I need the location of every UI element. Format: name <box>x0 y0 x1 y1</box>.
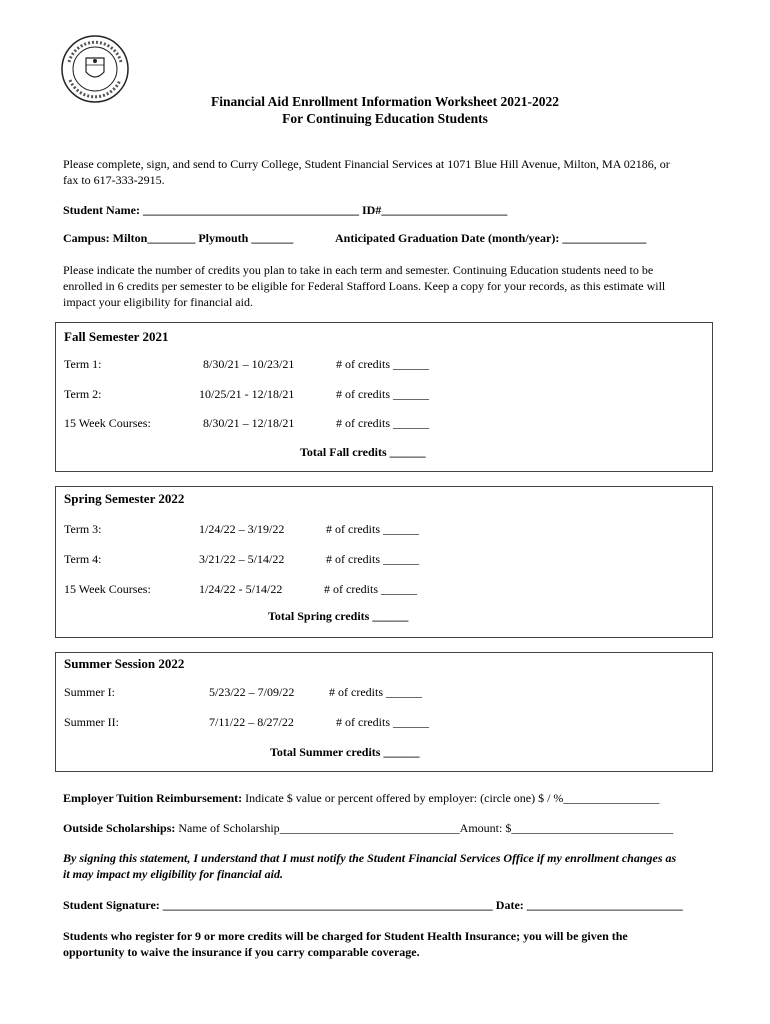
graduation-date-field[interactable]: Anticipated Graduation Date (month/year): ______________ <box>335 231 647 245</box>
scholarship-label: Outside Scholarships: <box>63 821 176 835</box>
signing-line: By signing this statement, I understand that I must notify the Student Financial Services Office if my enrollment changes as <box>63 851 677 865</box>
summer-total-credits[interactable]: Total Summer credits ______ <box>270 745 420 759</box>
page-title: Financial Aid Enrollment Information Worksheet 2021-2022 <box>211 94 559 109</box>
spring-term-label: Term 4: <box>64 552 102 566</box>
outside-scholarships-field[interactable] <box>63 821 673 836</box>
credits-instructions <box>63 262 713 310</box>
scholarship-text: Name of Scholarship______________________________Amount: $___________________________ <box>175 821 674 835</box>
fall-term-credits[interactable]: # of credits ______ <box>336 357 429 371</box>
fall-header: Fall Semester 2021 <box>64 329 169 344</box>
summer-header: Summer Session 2022 <box>64 656 185 671</box>
spring-total-credits[interactable]: Total Spring credits ______ <box>268 609 409 623</box>
spring-semester-box <box>55 486 713 638</box>
fall-term-dates: 10/25/21 - 12/18/21 <box>199 387 295 401</box>
fall-term-credits[interactable]: # of credits ______ <box>336 387 429 401</box>
spring-term-dates: 1/24/22 – 3/19/22 <box>199 522 285 536</box>
signing-statement <box>63 850 713 882</box>
signing-line: it may impact my eligibility for financial aid. <box>63 867 283 881</box>
summer-term-credits[interactable]: # of credits ______ <box>336 715 429 729</box>
spring-term-label: 15 Week Courses: <box>64 582 151 596</box>
intro-line: Please complete, sign, and send to Curry College, Student Financial Services at 1071 Blue Hill Avenue, Milton, MA 02186, or <box>63 157 670 171</box>
instructions-line: enrolled in 6 credits per semester to be eligible for Federal Stafford Loans. Keep a copy for your records, as this estimate will <box>63 279 666 293</box>
fall-semester-box <box>55 322 713 472</box>
intro-text <box>63 156 713 188</box>
employer-label: Employer Tuition Reimbursement: <box>63 791 243 805</box>
insurance-line: opportunity to waive the insurance if you carry comparable coverage. <box>63 945 420 959</box>
spring-term-label: Term 3: <box>64 522 102 536</box>
campus-field[interactable]: Campus: Milton________ Plymouth _______ <box>63 231 294 245</box>
summer-term-credits[interactable]: # of credits ______ <box>329 685 422 699</box>
fall-term-dates: 8/30/21 – 10/23/21 <box>203 357 295 371</box>
employer-reimbursement-field[interactable] <box>63 791 659 806</box>
spring-term-dates: 3/21/22 – 5/14/22 <box>199 552 285 566</box>
employer-text: Indicate $ value or percent offered by employer: (circle one) $ / %________________ <box>242 791 660 805</box>
insurance-notice <box>63 928 713 960</box>
spring-term-credits[interactable]: # of credits ______ <box>324 582 417 596</box>
summer-term-dates: 5/23/22 – 7/09/22 <box>209 685 295 699</box>
fall-total-credits[interactable]: Total Fall credits ______ <box>300 445 426 459</box>
spring-term-credits[interactable]: # of credits ______ <box>326 522 419 536</box>
summer-term-label: Summer I: <box>64 685 115 699</box>
insurance-line: Students who register for 9 or more credits will be charged for Student Health Insurance; you will be given the <box>63 929 628 943</box>
intro-line: fax to 617-333-2915. <box>63 173 165 187</box>
instructions-line: Please indicate the number of credits you plan to take in each term and semester. Continuing Education students need to be <box>63 263 654 277</box>
summer-session-box <box>55 652 713 772</box>
summer-term-label: Summer II: <box>64 715 119 729</box>
fall-term-dates: 8/30/21 – 12/18/21 <box>203 416 295 430</box>
spring-term-credits[interactable]: # of credits ______ <box>326 552 419 566</box>
page-subtitle: For Continuing Education Students <box>282 111 488 126</box>
student-name-field[interactable]: Student Name: ____________________________________ ID#_____________________ <box>63 203 508 217</box>
fall-term-label: Term 1: <box>64 357 102 371</box>
summer-term-dates: 7/11/22 – 8/27/22 <box>209 715 294 729</box>
spring-header: Spring Semester 2022 <box>64 491 185 506</box>
spring-term-dates: 1/24/22 - 5/14/22 <box>199 582 283 596</box>
instructions-line: impact your eligibility for financial aid. <box>63 295 253 309</box>
fall-term-credits[interactable]: # of credits ______ <box>336 416 429 430</box>
fall-term-label: 15 Week Courses: <box>64 416 151 430</box>
signature-field[interactable]: Student Signature: _______________________________________________________ Date: __________________________ <box>63 898 683 912</box>
fall-term-label: Term 2: <box>64 387 102 401</box>
